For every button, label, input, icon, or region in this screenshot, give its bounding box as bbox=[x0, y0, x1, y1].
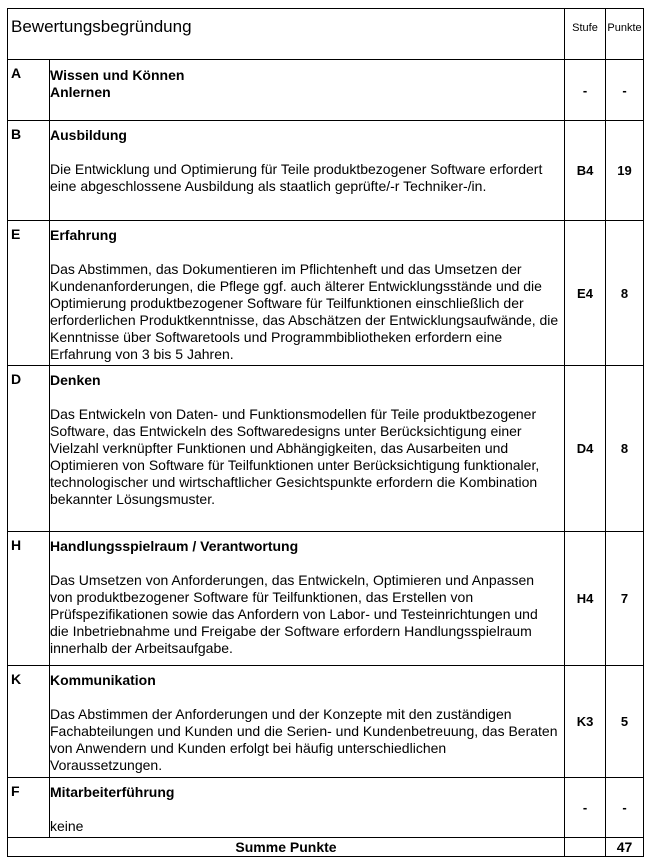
criterion-punkte: 8 bbox=[606, 366, 644, 532]
criterion-stufe: - bbox=[565, 778, 606, 838]
criterion-row-k bbox=[8, 666, 644, 778]
summary-spacer bbox=[565, 838, 606, 857]
criterion-letter: F bbox=[8, 778, 50, 838]
criterion-letter: E bbox=[8, 221, 50, 366]
criterion-row-d bbox=[8, 366, 644, 532]
criterion-letter: H bbox=[8, 532, 50, 666]
criterion-letter: D bbox=[8, 366, 50, 532]
criterion-stufe: D4 bbox=[565, 366, 606, 532]
criterion-punkte: - bbox=[606, 778, 644, 838]
criterion-text: Die Entwicklung und Optimierung für Teile produktbezogener Software erfordert eine abgeschlossene Ausbildung als staatlich geprüfte/-r Techniker-/in. bbox=[50, 161, 543, 194]
criterion-body bbox=[50, 60, 565, 121]
criterion-row-b bbox=[8, 121, 644, 221]
criterion-stufe: K3 bbox=[565, 666, 606, 778]
criterion-punkte: - bbox=[606, 60, 644, 121]
criterion-heading: Handlungsspielraum / Verantwortung bbox=[50, 538, 299, 554]
criterion-heading: Kommunikation bbox=[50, 672, 156, 688]
criterion-text: Das Umsetzen von Anforderungen, das Entwickeln, Optimieren und Anpassen von produktbezogener Software für Teilfunktionen, das Erstellen von Prüfspezifikationen sowie das Anfordern von Labor- und Testeinrichtungen und die Inbetriebnahme und Freigabe der Software erfordern Handlungsspielraum innerhalb der Arbeitsaufgabe. bbox=[50, 572, 538, 656]
criterion-punkte: 7 bbox=[606, 532, 644, 666]
criterion-stufe: H4 bbox=[565, 532, 606, 666]
criterion-text: Das Abstimmen, das Dokumentieren im Pflichtenheft und das Umsetzen der Kundenanforderungen, die Pflege ggf. auch älterer Entwicklungsstände und die Optimierung produktbezogener Software für Teilfunktionen einschließlich der erforderlichen Produktkenntnisse, das Abschätzen der Entwicklungsaufwände, die Kenntnisse über Softwaretools und Programmbibliotheken erfordern eine Erfahrung von 3 bis 5 Jahren. bbox=[50, 261, 559, 362]
criterion-body bbox=[50, 778, 565, 838]
criterion-stufe: E4 bbox=[565, 221, 606, 366]
summary-row bbox=[8, 838, 644, 857]
punkte-header: Punkte bbox=[606, 9, 644, 60]
criterion-heading: Wissen und Können bbox=[50, 67, 185, 83]
summary-total: 47 bbox=[606, 838, 644, 857]
criterion-punkte: 5 bbox=[606, 666, 644, 778]
criterion-heading: Denken bbox=[50, 372, 101, 388]
criterion-body bbox=[50, 366, 565, 532]
criterion-row-h bbox=[8, 532, 644, 666]
criterion-row-f bbox=[8, 778, 644, 838]
criterion-heading: Ausbildung bbox=[50, 127, 127, 143]
criterion-text: keine bbox=[50, 818, 84, 834]
criterion-text: Das Abstimmen der Anforderungen und der Konzepte mit den zuständigen Fachabteilungen und Kunden und die Serien- und Kundenbetreuung, das Beraten von Anwendern und Kunden erfolgt bei häufig unterschiedlichen Voraussetzungen. bbox=[50, 706, 558, 773]
criterion-stufe: - bbox=[565, 60, 606, 121]
header-row bbox=[8, 9, 644, 60]
table-title: Bewertungsbegründung bbox=[8, 9, 565, 60]
stufe-header: Stufe bbox=[565, 9, 606, 60]
criterion-body bbox=[50, 221, 565, 366]
criterion-row-a bbox=[8, 60, 644, 121]
criterion-body bbox=[50, 666, 565, 778]
criterion-text: Das Entwickeln von Daten- und Funktionsmodellen für Teile produktbezogener Software, das Entwickeln des Softwaredesigns unter Berücksichtigung einer Vielzahl verknüpfter Funktionen und Abhängigkeiten, das Ausarbeiten und Optimieren von Software für Teilfunktionen unter Berücksichtigung funktionaler, technologischer und wirtschaftlicher Gesichtspunkte erfordern die Kombination bekannter Lösungsmuster. bbox=[50, 406, 540, 507]
criterion-body bbox=[50, 532, 565, 666]
criterion-letter: A bbox=[8, 60, 50, 121]
criterion-letter: K bbox=[8, 666, 50, 778]
criterion-punkte: 19 bbox=[606, 121, 644, 221]
criterion-heading: Erfahrung bbox=[50, 227, 117, 243]
evaluation-table bbox=[7, 8, 644, 857]
criterion-row-e bbox=[8, 221, 644, 366]
summary-label: Summe Punkte bbox=[8, 838, 565, 857]
criterion-body bbox=[50, 121, 565, 221]
criterion-heading: Mitarbeiterführung bbox=[50, 784, 175, 800]
criterion-subheading: Anlernen bbox=[50, 84, 111, 100]
criterion-punkte: 8 bbox=[606, 221, 644, 366]
criterion-letter: B bbox=[8, 121, 50, 221]
criterion-stufe: B4 bbox=[565, 121, 606, 221]
